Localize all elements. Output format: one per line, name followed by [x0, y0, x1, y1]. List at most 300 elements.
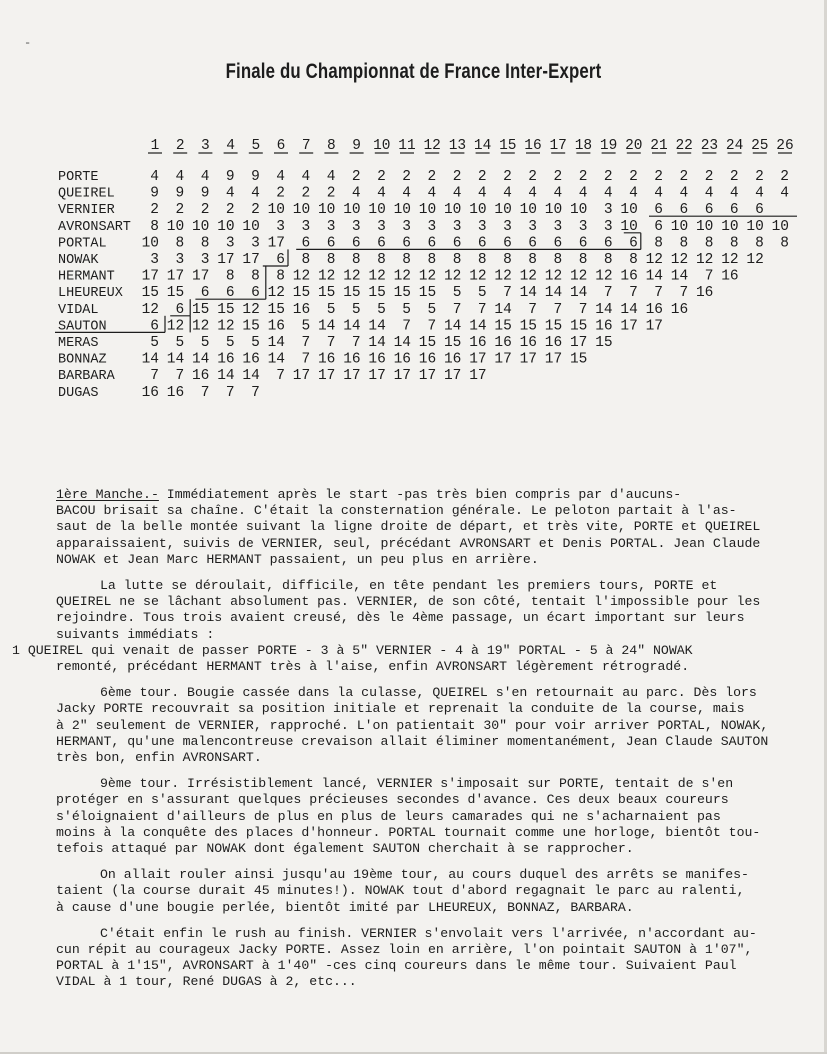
position-cell: 5 — [377, 301, 386, 318]
position-cell: 4 — [629, 185, 638, 202]
position-cell: 4 — [225, 185, 235, 202]
position-cell: 14 — [343, 318, 361, 335]
position-cell: 10 — [317, 202, 336, 219]
position-cell: 15 — [443, 335, 462, 351]
position-cell: 8 — [427, 252, 437, 268]
lap-header: 2 — [175, 138, 185, 154]
position-cell: 8 — [603, 252, 613, 268]
position-cell: 6 — [452, 235, 462, 252]
position-cell: 2 — [780, 169, 789, 185]
position-cell: 2 — [301, 185, 311, 202]
position-cell: 2 — [528, 169, 537, 185]
position-cell: 2 — [503, 169, 512, 185]
position-cell: 10 — [620, 218, 638, 235]
position-cell: 5 — [326, 301, 336, 318]
lap-header: 22 — [675, 138, 693, 154]
position-cell: 17 — [267, 235, 285, 252]
position-cell: 8 — [225, 268, 235, 285]
lap-header: 5 — [251, 138, 261, 154]
position-cell: 2 — [755, 169, 764, 185]
position-cell: 7 — [578, 301, 588, 318]
position-cell: 10 — [469, 202, 487, 219]
position-cell: 12 — [191, 318, 210, 335]
position-cell: 2 — [729, 169, 739, 185]
text-line: La lutte se déroulait, difficile, en tête pendant les premiers tours, PORTE et — [100, 578, 718, 594]
position-cell: 16 — [620, 268, 638, 285]
text-line: remonté, précédant HERMANT très à l'aise, enfin AVRONSART légèrement rétrogradé. — [56, 659, 690, 675]
position-cell: 8 — [654, 235, 663, 252]
text-line: protéger en s'assurant quelques précieuses secondes d'avance. Ces deux beaux coureurs — [56, 792, 729, 808]
text-line: NOWAK et Jean Marc HERMANT passaient, un peu plus en arrière. — [56, 551, 539, 567]
position-cell: 8 — [704, 235, 714, 252]
position-cell: 15 — [343, 285, 361, 302]
position-cell: 3 — [276, 218, 285, 235]
position-cell: 6 — [427, 235, 437, 252]
position-cell: 7 — [553, 301, 563, 318]
position-cell: 2 — [326, 185, 336, 202]
position-cell: 10 — [368, 202, 386, 219]
text-line: VIDAL à 1 tour, René DUGAS à 2, etc... — [56, 974, 357, 990]
position-cell: 7 — [301, 351, 311, 368]
position-cell: 14 — [620, 301, 638, 318]
position-cell: 17 — [645, 318, 663, 335]
rider-name: HERMANT — [58, 269, 115, 285]
position-cell: 6 — [276, 252, 285, 268]
text-line: Jacky PORTE recouvrait sa position initiale et reprenait la conduite de la course, mais — [56, 701, 745, 717]
position-cell: 4 — [175, 169, 185, 185]
position-cell: 7 — [251, 384, 260, 401]
position-cell: 17 — [418, 368, 437, 385]
position-cell: 7 — [402, 318, 411, 335]
position-cell: 8 — [679, 235, 689, 252]
position-cell: 4 — [704, 185, 714, 202]
position-cell: 16 — [217, 351, 235, 368]
position-cell: 7 — [200, 384, 210, 401]
position-cell: 7 — [679, 285, 689, 302]
position-cell: 8 — [377, 252, 386, 268]
lap-header: 25 — [751, 138, 769, 154]
position-cell: 2 — [276, 185, 285, 202]
position-cell: 6 — [528, 235, 537, 252]
position-cell: 3 — [351, 218, 361, 235]
position-cell: 17 — [292, 368, 311, 385]
text-line: moins à la conquête des places d'honneur. PORTAL tournait comme une horloge, bientôt tou- — [56, 824, 761, 840]
lap-header: 21 — [650, 138, 668, 154]
text-line: rejoindre. Tous trois avaient creusé, dès le 4ème passage, un écart important sur leurs — [56, 610, 745, 626]
position-cell: 5 — [427, 301, 437, 318]
paragraph-opening-laps — [12, 578, 816, 675]
position-cell: 17 — [191, 268, 210, 285]
position-cell: 6 — [301, 235, 311, 252]
position-cell: 3 — [578, 218, 588, 235]
position-cell: 12 — [242, 301, 260, 318]
lap-header: 1 — [150, 138, 160, 154]
position-cell: 4 — [301, 169, 311, 185]
position-cell: 17 — [343, 368, 361, 385]
position-cell: 10 — [217, 218, 235, 235]
paragraph-first-heat — [56, 487, 816, 568]
position-cell: 12 — [494, 268, 512, 285]
position-cell: 3 — [150, 252, 159, 268]
position-cell: 16 — [469, 335, 487, 351]
position-cell: 17 — [242, 252, 260, 268]
lap-header: 4 — [226, 138, 235, 154]
text-line: s'éloignaient d'ailleurs de plus en plus de leurs camarades qui ne s'acharnaient pas — [56, 808, 721, 824]
paragraph-finish — [56, 926, 816, 991]
position-cell: 4 — [427, 185, 437, 202]
position-cell: 12 — [469, 268, 487, 285]
page-title: Finale du Championnat de France Inter-Expert — [225, 60, 602, 83]
position-cell: 8 — [276, 268, 285, 285]
position-cell: 16 — [519, 335, 537, 351]
position-cell: 7 — [276, 368, 285, 385]
position-cell: 2 — [603, 169, 613, 185]
position-cell: 7 — [427, 318, 437, 335]
position-cell: 4 — [452, 185, 462, 202]
text-line: saut de la belle montée suivant la ligne droite de départ, et très vite, PORTE et QUEIREL — [56, 519, 761, 535]
position-cell: 8 — [150, 218, 159, 235]
position-cell: 8 — [200, 235, 210, 252]
position-cell: 4 — [755, 185, 764, 202]
position-cell: 7 — [326, 335, 336, 351]
position-cell: 16 — [393, 351, 411, 368]
position-cell: 16 — [317, 351, 336, 368]
position-cell: 10 — [242, 218, 260, 235]
rider-name: PORTAL — [58, 236, 107, 252]
position-cell: 16 — [191, 368, 210, 385]
text-line: cun répit au courageux Jacky PORTE. Assez loin en arrière, l'on pointait SAUTON à 1'07", — [56, 942, 753, 958]
position-cell: 6 — [629, 235, 638, 252]
position-cell: 8 — [528, 252, 537, 268]
text-line: HERMANT, qu'une malencontreuse crevaison allait éliminer momentanément, Jean Claude SAUTON — [56, 733, 769, 749]
position-cell: 15 — [418, 335, 437, 351]
position-cell: 7 — [150, 368, 159, 385]
position-cell: 7 — [603, 285, 613, 302]
position-cell: 2 — [377, 169, 386, 185]
position-cell: 7 — [351, 335, 361, 351]
position-cell: 3 — [326, 218, 336, 235]
position-cell: 17 — [620, 318, 638, 335]
position-cell: 12 — [595, 268, 613, 285]
position-cell: 6 — [251, 285, 260, 302]
position-cell: 10 — [544, 202, 563, 219]
position-cell: 17 — [217, 252, 235, 268]
lap-header: 8 — [327, 138, 336, 154]
position-cell: 15 — [191, 301, 210, 318]
position-cell: 3 — [603, 218, 613, 235]
position-cell: 16 — [418, 351, 437, 368]
position-cell: 5 — [200, 335, 210, 351]
position-cell: 5 — [175, 335, 185, 351]
text-line: à cause d'une bougie perlée, bientôt imité par LHEUREUX, BONNAZ, BARBARA. — [56, 899, 634, 915]
position-cell: 12 — [166, 318, 185, 335]
position-cell: 2 — [150, 202, 159, 219]
rider-name: BARBARA — [58, 369, 115, 385]
position-cell: 14 — [242, 368, 260, 385]
position-cell: 4 — [503, 185, 512, 202]
rider-name: LHEUREUX — [58, 286, 123, 302]
text-line: 1 QUEIREL qui venait de passer PORTE - 3 à 5" VERNIER - 4 à 19" PORTAL - 5 à 24" NOWAK — [12, 642, 693, 658]
position-cell: 14 — [368, 335, 386, 351]
position-cell: 15 — [166, 285, 185, 302]
position-cell: 4 — [477, 185, 487, 202]
position-cell: 6 — [477, 235, 487, 252]
text-line: BACOU brisait sa chaîne. C'était la consternation générale. Le peloton partait à l'as- — [56, 503, 737, 519]
position-cell: 7 — [225, 384, 235, 401]
rider-name: MERAS — [58, 336, 99, 351]
rider-name: AVRONSART — [58, 219, 131, 235]
position-cell: 8 — [251, 268, 260, 285]
position-cell: 14 — [317, 318, 336, 335]
position-cell: 9 — [251, 169, 260, 185]
position-cell: 8 — [301, 252, 311, 268]
position-cell: 16 — [166, 384, 185, 401]
position-cell: 17 — [494, 351, 512, 368]
position-cell: 7 — [452, 301, 462, 318]
position-cell: 12 — [343, 268, 361, 285]
position-cell: 12 — [317, 268, 336, 285]
position-cell: 5 — [402, 301, 411, 318]
text-line: PORTAL à 1'15", AVRONSART à 1'40" -ces cinq coureurs dans le même tour. Suivaient Paul — [56, 958, 737, 974]
lap-header: 7 — [301, 138, 311, 154]
position-cell: 8 — [452, 252, 462, 268]
rider-name: SAUTON — [58, 319, 107, 335]
position-cell: 15 — [242, 318, 260, 335]
position-cell: 2 — [351, 169, 361, 185]
position-cell: 3 — [225, 235, 235, 252]
position-cell: 14 — [217, 368, 235, 385]
rider-name: NOWAK — [58, 253, 99, 268]
position-cell: 4 — [654, 185, 663, 202]
position-cell: 2 — [629, 169, 638, 185]
position-cell: 3 — [301, 218, 311, 235]
position-cell: 8 — [503, 252, 512, 268]
position-cell: 12 — [368, 268, 386, 285]
position-cell: 10 — [721, 218, 739, 235]
position-cell: 12 — [141, 301, 159, 318]
lap-header: 23 — [700, 138, 719, 154]
text-line: QUEIREL ne se lâchant absolument pas. VERNIER, de son côté, tentait l'impossible pour les — [56, 594, 761, 610]
position-cell: 16 — [544, 335, 563, 351]
position-cell: 17 — [469, 368, 487, 385]
position-cell: 12 — [292, 268, 311, 285]
position-cell: 3 — [427, 218, 437, 235]
position-cell: 6 — [351, 235, 361, 252]
lap-header: 10 — [373, 138, 391, 154]
position-cell: 8 — [553, 252, 563, 268]
position-cell: 10 — [519, 202, 537, 219]
position-cell: 7 — [175, 368, 185, 385]
position-cell: 16 — [343, 351, 361, 368]
position-cell: 15 — [267, 301, 285, 318]
position-cell: 8 — [326, 252, 336, 268]
position-cell: 14 — [267, 335, 285, 351]
position-cell: 17 — [519, 351, 537, 368]
lap-header: 20 — [625, 138, 643, 154]
position-cell: 12 — [544, 268, 563, 285]
position-cell: 2 — [452, 169, 462, 185]
position-cell: 8 — [351, 252, 361, 268]
position-cell: 2 — [251, 202, 260, 219]
position-cell: 7 — [654, 285, 663, 302]
position-cell: 4 — [150, 169, 159, 185]
position-cell: 10 — [746, 218, 764, 235]
position-cell: 4 — [729, 185, 739, 202]
position-cell: 15 — [569, 318, 588, 335]
position-cell: 4 — [402, 185, 411, 202]
position-cell: 17 — [469, 351, 487, 368]
position-cell: 14 — [519, 285, 537, 302]
position-cell: 14 — [267, 351, 285, 368]
position-cell: 4 — [326, 169, 336, 185]
position-cell: 16 — [242, 351, 260, 368]
position-cell: 15 — [494, 318, 512, 335]
lap-header: 6 — [276, 138, 286, 154]
position-cell: 6 — [503, 235, 512, 252]
position-cell: 3 — [553, 218, 563, 235]
position-cell: 3 — [477, 218, 487, 235]
position-cell: 16 — [645, 301, 663, 318]
position-cell: 5 — [452, 285, 462, 302]
position-cell: 6 — [326, 235, 336, 252]
position-cell: 17 — [166, 268, 185, 285]
position-cell: 17 — [141, 268, 159, 285]
position-cell: 4 — [377, 185, 386, 202]
heat-heading: 1ère Manche.- — [56, 487, 159, 502]
position-cell: 16 — [368, 351, 386, 368]
position-cell: 16 — [695, 285, 714, 302]
position-cell: 15 — [141, 285, 159, 302]
position-cell: 6 — [654, 218, 663, 235]
position-cell: 10 — [771, 218, 789, 235]
position-cell: 7 — [301, 335, 311, 351]
position-cell: 14 — [595, 301, 613, 318]
rider-name: QUEIREL — [58, 186, 115, 202]
position-cell: 10 — [695, 218, 714, 235]
position-cell: 4 — [276, 169, 285, 185]
lap-header: 11 — [398, 138, 416, 154]
position-cell: 16 — [443, 351, 462, 368]
lap-header: 17 — [549, 138, 567, 154]
position-cell: 5 — [251, 335, 260, 351]
position-cell: 14 — [670, 268, 689, 285]
position-cell: 12 — [418, 268, 437, 285]
position-cell: 2 — [578, 169, 588, 185]
position-cell: 14 — [645, 268, 663, 285]
position-cell: 4 — [780, 185, 789, 202]
position-cell: 17 — [393, 368, 411, 385]
position-cell: 16 — [670, 301, 689, 318]
position-cell: 5 — [351, 301, 361, 318]
position-cell: 9 — [200, 185, 210, 202]
position-cell: 2 — [704, 169, 714, 185]
position-cell: 7 — [629, 285, 638, 302]
position-cell: 14 — [191, 351, 210, 368]
position-cell: 6 — [150, 318, 159, 335]
position-cell: 12 — [393, 268, 411, 285]
lap-header: 9 — [352, 138, 361, 154]
position-cell: 14 — [141, 351, 159, 368]
position-cell: 2 — [679, 169, 689, 185]
position-cell: 17 — [544, 351, 563, 368]
position-cell: 16 — [267, 318, 285, 335]
position-cell: 4 — [251, 185, 260, 202]
position-cell: 14 — [494, 301, 512, 318]
rider-name: BONNAZ — [58, 352, 107, 368]
position-cell: 8 — [578, 252, 588, 268]
rider-name: DUGAS — [58, 385, 99, 401]
position-cell: 3 — [402, 218, 411, 235]
race-report — [12, 487, 816, 1001]
position-cell: 3 — [251, 235, 260, 252]
position-cell: 8 — [175, 235, 185, 252]
position-cell: 6 — [402, 235, 411, 252]
lap-position-table — [0, 0, 827, 420]
position-cell: 6 — [654, 202, 663, 219]
position-cell: 16 — [141, 384, 159, 401]
position-cell: 6 — [704, 202, 714, 219]
position-cell: 6 — [603, 235, 613, 252]
position-cell: 4 — [603, 185, 613, 202]
lap-header: 13 — [448, 138, 467, 154]
position-cell: 10 — [191, 218, 210, 235]
position-cell: 2 — [402, 169, 411, 185]
position-cell: 9 — [225, 169, 235, 185]
text-line: On allait rouler ainsi jusqu'au 19ème tour, au cours duquel des arrêts se manifes- — [100, 867, 749, 883]
position-cell: 12 — [721, 252, 739, 268]
position-cell: 10 — [494, 202, 512, 219]
position-cell: 5 — [477, 285, 487, 302]
position-cell: 4 — [528, 185, 537, 202]
position-cell: 15 — [217, 301, 235, 318]
position-cell: 14 — [368, 318, 386, 335]
position-cell: 5 — [301, 318, 311, 335]
position-cell: 12 — [443, 268, 462, 285]
text-line: tefois attaqué par NOWAK dont également SAUTON cherchait à se rapprocher. — [56, 841, 634, 857]
position-cell: 10 — [418, 202, 437, 219]
position-cell: 7 — [503, 285, 512, 302]
text-line: suivants immédiats : — [56, 626, 215, 642]
rider-name: VERNIER — [58, 203, 115, 219]
position-cell: 6 — [578, 235, 588, 252]
position-cell: 12 — [569, 268, 588, 285]
position-cell: 10 — [443, 202, 462, 219]
position-cell: 7 — [704, 268, 714, 285]
position-cell: 6 — [553, 235, 563, 252]
text-line: à 2" seulement de VERNIER, rapproché. L'on patientait 30" pour voir arriver PORTAL, NOWAK, — [56, 717, 769, 733]
lap-header: 3 — [201, 138, 210, 154]
position-cell: 14 — [544, 285, 563, 302]
position-cell: 5 — [225, 335, 235, 351]
position-cell: 8 — [780, 235, 789, 252]
position-cell: 12 — [519, 268, 537, 285]
lap-header: 24 — [725, 138, 744, 154]
position-cell: 4 — [200, 169, 210, 185]
position-cell: 12 — [670, 252, 689, 268]
position-cell: 9 — [175, 185, 185, 202]
position-cell: 16 — [292, 301, 311, 318]
position-cell: 10 — [141, 235, 159, 252]
position-cell: 7 — [477, 301, 487, 318]
position-cell: 2 — [654, 169, 663, 185]
text-line: C'était enfin le rush au finish. VERNIER s'envolait vers l'arrivée, n'accordant au- — [100, 925, 757, 941]
position-cell: 12 — [746, 252, 764, 268]
position-cell: 2 — [477, 169, 487, 185]
position-cell: 14 — [393, 335, 411, 351]
position-cell: 2 — [427, 169, 437, 185]
position-cell: 12 — [267, 285, 285, 302]
position-cell: 6 — [729, 202, 739, 219]
